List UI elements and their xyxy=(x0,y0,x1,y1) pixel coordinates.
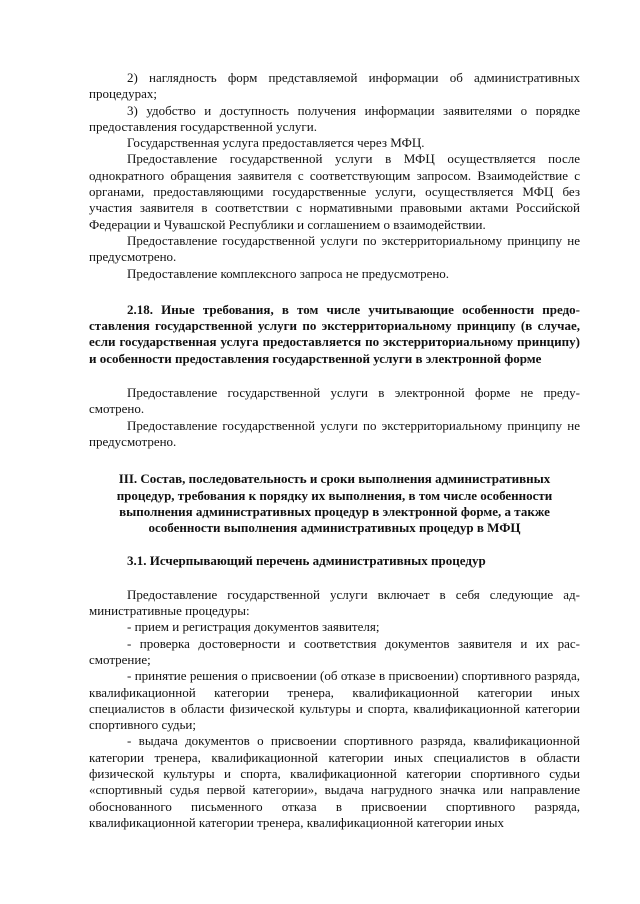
paragraph-electronic-form: Предоставление государственной услуги в электронной форме не предусмотрено. xyxy=(89,385,580,417)
spacer xyxy=(89,450,580,471)
paragraph-extraterritorial: Предоставление государственной услуги по экстерриториальному принципу не предусмотрено. xyxy=(89,232,580,265)
paragraph-procedures-intro: Предоставление государственной услуги включает в себя следующие административные процедуры: xyxy=(89,586,580,619)
section-3-1-heading: 3.1. Исчерпывающий перечень административных процедур xyxy=(127,553,486,569)
list-item-decision: - принятие решения о присвоении (об отказе в присвоении) спортивного разряда, квалификационной категории тренера, квалификационной категории иных специалистов в области физической культуры и спорта, квалификационной категории спортивного судьи; xyxy=(89,668,580,733)
chapter-3-heading: III. Состав, последовательность и сроки выполнения административных процедур, требования к порядку их выполнения, в том числе особенности выполнения административных процедур в электронной форме, а также особенности выполнения административных процедур в МФЦ xyxy=(116,471,553,536)
document-page xyxy=(89,70,580,831)
spacer xyxy=(89,570,580,587)
paragraph-via-mfc: Государственная услуга предоставляется через МФЦ. xyxy=(127,135,425,151)
list-item-verification: - проверка достоверности и соответствия документов заявителя и их рассмотрение; xyxy=(89,635,580,667)
section-2-18-heading: 2.18. Иные требования, в том числе учитывающие особенности предоставления государственной услуги по экстерриториальному принципу (в случае, если государственная услуга предоставляется по экстерриториальному принципу) и особенности предоставления государственной услуги в электронной форме xyxy=(89,301,580,366)
list-item-issuance: - выдача документов о присвоении спортивного разряда, квалификационной категории тренера, квалификационной категории иных специалистов в области физической культуры и спорта, квалификационной категории спортивного судьи «спортивный судья первой категории», выдача нагрудного значка или направление обоснованного письменного отказа в присвоении спортивного разряда, квалификационной категории тренера, квалификационной категории иных xyxy=(89,733,580,830)
paragraph-visual-forms: 2) наглядность форм представляемой информации об административных процедурах; xyxy=(89,70,580,102)
spacer xyxy=(89,282,580,302)
list-item-reception: - прием и регистрация документов заявителя; xyxy=(127,619,380,635)
spacer xyxy=(89,367,580,385)
paragraph-extraterritorial-2: Предоставление государственной услуги по экстерриториальному принципу не предусмотрено. xyxy=(89,417,580,449)
spacer xyxy=(89,536,580,553)
paragraph-mfc-interaction: Предоставление государственной услуги в МФЦ осуществляется после однократного обращения заявителя с соответствующим запросом. Взаимодействие с органами, предоставляющими государственные услуги, осуществляется МФЦ без участия заявителя в соответствии с нормативными правовыми актами Российской Федерации и Чувашской Республики и соглашением о взаимодействии. xyxy=(89,151,580,232)
paragraph-complex-request: Предоставление комплексного запроса не предусмотрено. xyxy=(127,265,450,281)
paragraph-convenience: 3) удобство и доступность получения информации заявителями о порядке предоставления государственной услуги. xyxy=(89,102,580,134)
